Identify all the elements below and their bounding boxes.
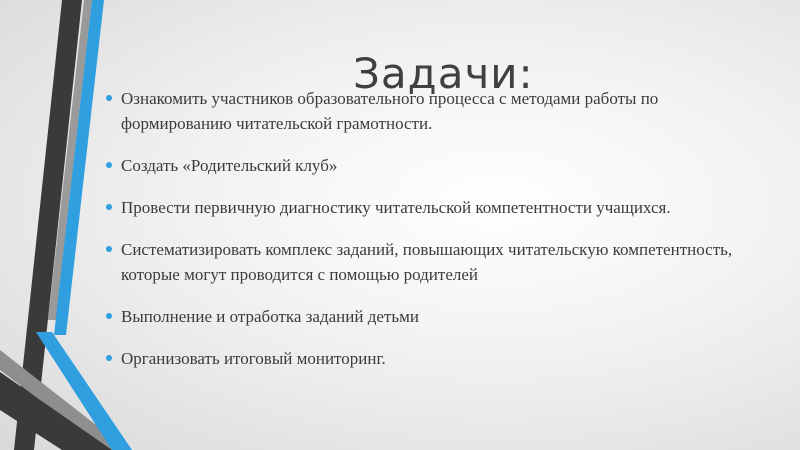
task-item: Ознакомить участников образовательного процесса с методами работы по формированию читательской грамотности. (103, 86, 763, 136)
task-item: Организовать итоговый мониторинг. (103, 346, 763, 371)
task-item: Создать «Родительский клуб» (103, 153, 763, 178)
slide-title: Задачи: (353, 49, 534, 98)
task-item: Выполнение и отработка заданий детьми (103, 304, 763, 329)
task-item: Систематизировать комплекс заданий, повышающих читательскую компетентность, которые могут проводится с помощью родителей (103, 237, 763, 287)
task-list (103, 86, 763, 371)
task-item: Провести первичную диагностику читательской компетентности учащихся. (103, 195, 763, 220)
